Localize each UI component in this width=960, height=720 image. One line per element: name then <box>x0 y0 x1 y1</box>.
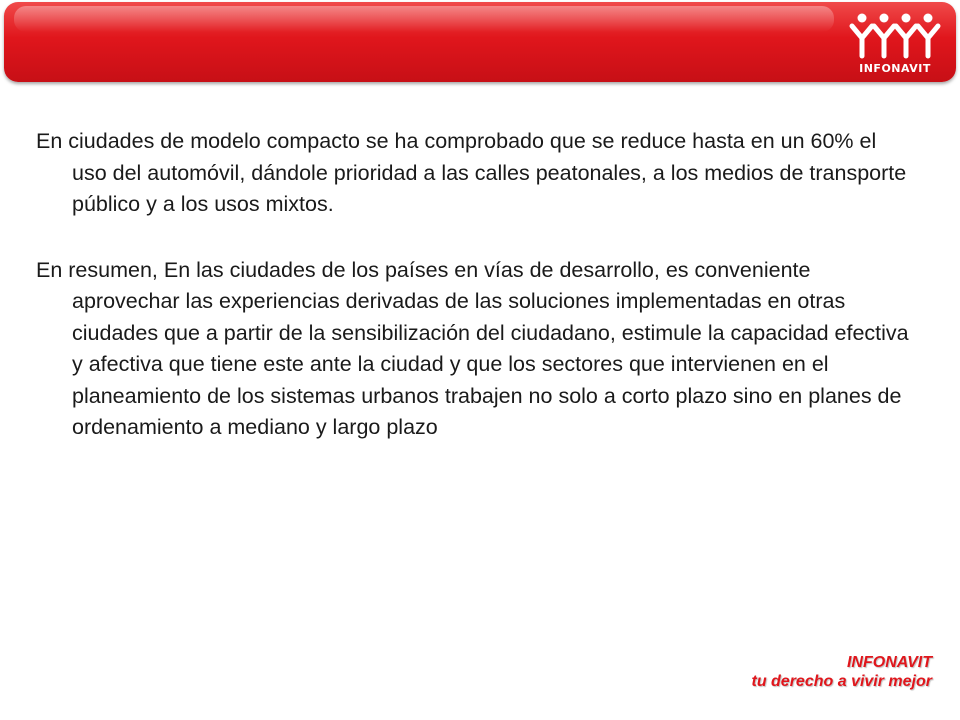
footer-tagline: tu derecho a vivir mejor <box>751 673 932 690</box>
infonavit-logo <box>846 10 944 78</box>
paragraph-compact-cities: En ciudades de modelo compacto se ha comprobado que se reduce hasta en un 60% el uso del automóvil, dándole prioridad a las calles peatonales, a los medios de transporte público y a los usos mixtos. <box>36 129 907 216</box>
header-banner <box>4 2 956 82</box>
footer-brand-name: INFONAVIT <box>846 654 932 671</box>
infonavit-logo-icon <box>846 10 944 62</box>
logo-wordmark: INFONAVIT <box>859 62 931 75</box>
banner-gloss <box>14 6 834 32</box>
paragraph-summary: En resumen, En las ciudades de los países en vías de desarrollo, es conveniente aprovechar las experiencias derivadas de las soluciones implementadas en otras ciudades que a partir de la sensibilización del ciudadano, estimule la capacidad efectiva y afectiva que tiene este ante la ciudad y que los sectores que intervienen en el planeamiento de los sistemas urbanos trabajen no solo a corto plazo sino en planes de ordenamiento a mediano y largo plazo <box>36 257 909 439</box>
footer-brand <box>751 653 932 691</box>
slide-body <box>36 126 916 444</box>
